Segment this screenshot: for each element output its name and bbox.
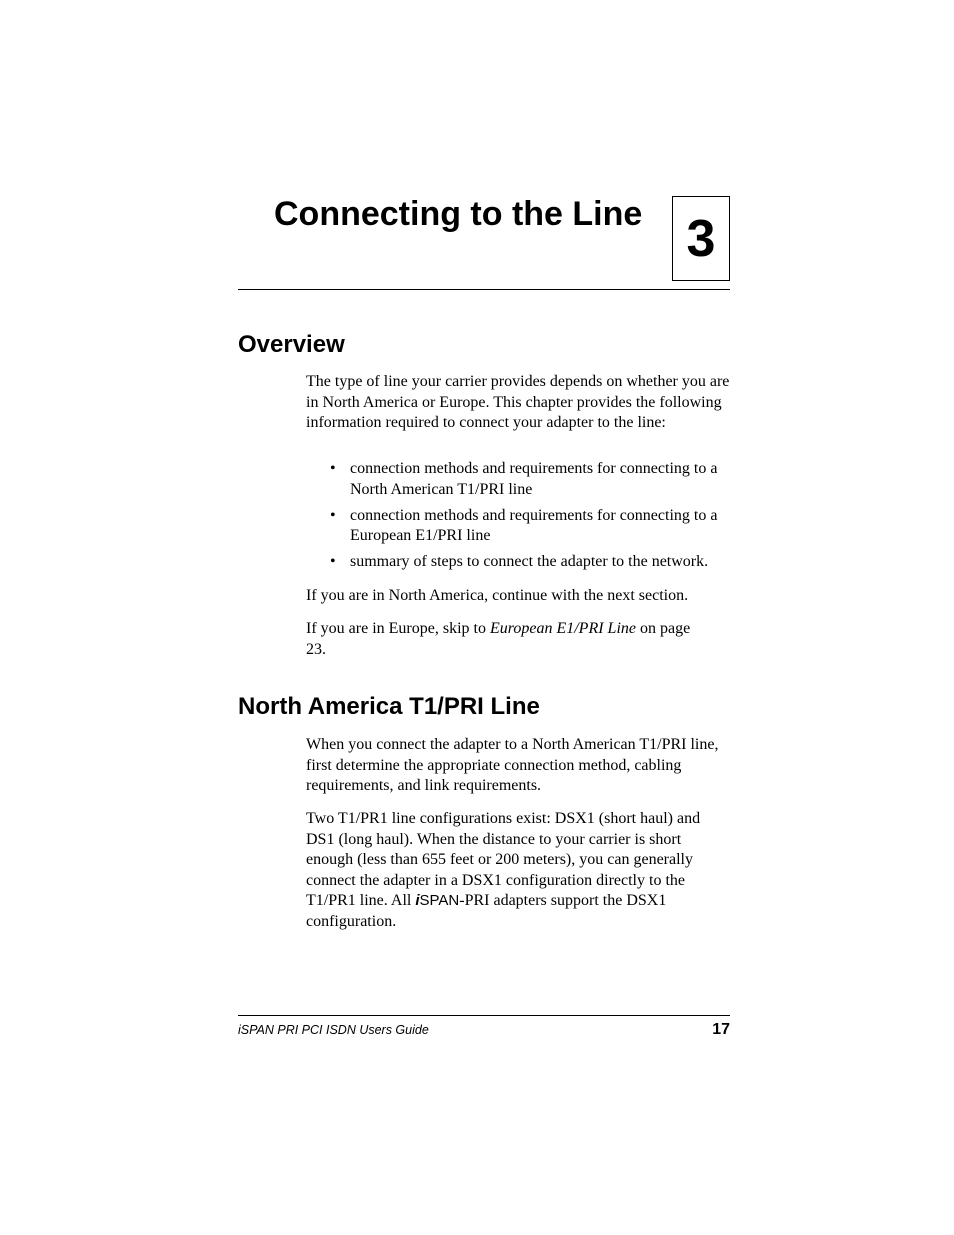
ispan-brand-i: i [415, 892, 420, 909]
list-item [306, 552, 736, 573]
bullet-marker: • [330, 506, 336, 524]
footer-title: iSPAN PRI PCI ISDN Users Guide [238, 1023, 429, 1037]
page-number: 17 [712, 1021, 730, 1038]
paragraph-text: -PRI adapters support the DSX1 configuration. [306, 892, 667, 930]
cross-reference-link[interactable]: European E1/PRI Line [489, 620, 636, 637]
bullet-text: summary of steps to connect the adapter to the network. [350, 553, 709, 570]
ispan-brand-rest: SPAN [419, 892, 460, 909]
bullet-marker: • [330, 553, 336, 570]
chapter-number: 3 [686, 209, 716, 268]
chapter-title: Connecting to the Line [274, 195, 643, 233]
paragraph-text: Two T1/PR1 line configurations exist: DSX1 (short haul) and DS1 (long haul). When the distance to your carrier is short enough (less than 655 feet or 200 meters), you can generally connect the adapter in a DSX1 configuration directly to the T1/PR1 line. All [306, 810, 701, 909]
europe-note-lead: If you are in Europe, skip to [306, 620, 490, 637]
chapter-divider [238, 289, 730, 290]
list-item [306, 459, 736, 500]
bullet-marker: • [330, 460, 336, 477]
overview-heading: Overview [238, 331, 345, 358]
overview-intro: The type of line your carrier provides depends on whether you are in North America or Europe. This chapter provides the following information required to connect your adapter to the line: [306, 373, 730, 431]
north-america-paragraph-1: When you connect the adapter to a North American T1/PRI line, first determine the appropriate connection method, cabling requirements, and link requirements. [306, 736, 719, 794]
north-america-note: If you are in North America, continue with the next section. [306, 587, 689, 604]
overview-bullet-list [306, 459, 736, 578]
ispan-brand [415, 892, 459, 909]
bullet-text: connection methods and requirements for connecting to a European E1/PRI line [350, 506, 718, 544]
bullet-text: connection methods and requirements for connecting to a North American T1/PRI line [350, 460, 718, 498]
europe-note [306, 619, 706, 660]
north-america-heading: North America T1/PRI Line [238, 693, 540, 720]
chapter-number-box [672, 196, 730, 281]
list-item [306, 506, 736, 547]
north-america-paragraph-2 [306, 809, 732, 932]
footer-divider [238, 1015, 730, 1016]
europe-note-tail: on page 23. [306, 620, 691, 658]
